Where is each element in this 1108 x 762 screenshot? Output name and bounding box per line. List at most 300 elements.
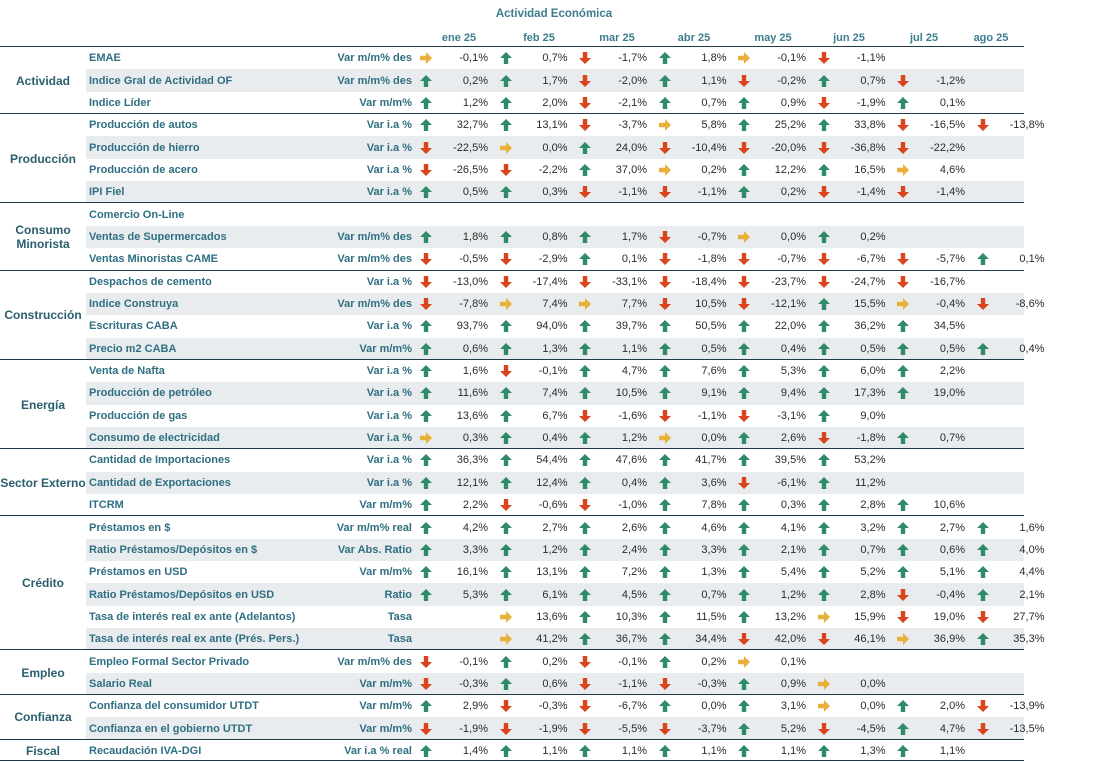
value-cell: [738, 673, 810, 695]
cell-value: 2,1%: [1019, 588, 1045, 601]
cell-value: -6,7%: [856, 253, 886, 266]
cell-value: -0,7%: [777, 253, 806, 266]
section-8: [0, 694, 1045, 739]
value-cell: [977, 717, 1049, 739]
arrow-up-icon: [579, 343, 591, 355]
cell-value: 54,4%: [536, 454, 568, 467]
month-header: ene 25: [441, 32, 477, 44]
arrow-up-icon: [818, 119, 830, 131]
cell-value: 1,7%: [542, 74, 568, 87]
arrow-flat-icon: [659, 164, 671, 176]
value-cell: [579, 405, 651, 427]
arrow-up-icon: [579, 365, 591, 377]
value-cell: [738, 114, 810, 136]
table-row: [86, 494, 1024, 516]
value-cell: [500, 561, 572, 583]
cell-value: -1,2%: [936, 74, 965, 87]
cell-value: 46,1%: [854, 633, 886, 646]
arrow-up-icon: [738, 522, 750, 534]
section-label: Confianza: [14, 710, 72, 725]
indicator-unit: Var m/m%: [359, 499, 412, 512]
arrow-up-icon: [977, 253, 989, 265]
arrow-up-icon: [738, 365, 750, 377]
value-cell: [579, 695, 651, 717]
cell-value: 4,4%: [1019, 566, 1045, 579]
value-cell: [818, 360, 890, 382]
value-cell: [897, 539, 969, 561]
arrow-up-icon: [818, 745, 830, 757]
cell-value: -1,9%: [459, 722, 488, 735]
cell-value: -26,5%: [453, 163, 488, 176]
arrow-flat-icon: [500, 611, 512, 623]
value-cell: [420, 449, 492, 471]
arrow-up-icon: [420, 566, 432, 578]
indicator-name: Producción de hierro: [89, 141, 200, 154]
arrow-flat-icon: [579, 298, 591, 310]
value-cell: [659, 293, 731, 315]
table-row: [86, 69, 1024, 91]
value-cell: [738, 516, 810, 538]
value-cell: [500, 159, 572, 181]
arrow-up-icon: [659, 544, 671, 556]
arrow-up-icon: [738, 387, 750, 399]
value-cell: [500, 650, 572, 672]
arrow-down-icon: [579, 410, 591, 422]
value-cell: [897, 494, 969, 516]
value-cell: [818, 315, 890, 337]
arrow-down-icon: [579, 723, 591, 735]
indicator-unit: Var i.a %: [366, 387, 412, 400]
cell-value: 25,2%: [774, 119, 806, 132]
arrow-down-icon: [738, 142, 750, 154]
value-cell: [738, 360, 810, 382]
arrow-up-icon: [659, 52, 671, 64]
cell-value: -17,4%: [532, 275, 568, 288]
arrow-up-icon: [420, 477, 432, 489]
arrow-down-icon: [659, 678, 671, 690]
value-cell: [897, 159, 969, 181]
arrow-down-icon: [818, 186, 830, 198]
value-cell: [738, 315, 810, 337]
cell-value: -2,9%: [538, 253, 568, 266]
indicator-unit: Var m/m% des: [337, 74, 412, 87]
cell-value: 11,6%: [457, 387, 488, 400]
indicator-unit: Var i.a %: [366, 275, 412, 288]
cell-value: -1,1%: [697, 186, 727, 199]
cell-value: -12,1%: [771, 298, 806, 311]
value-cell: [659, 360, 731, 382]
arrow-up-icon: [420, 522, 432, 534]
arrow-down-icon: [420, 723, 432, 735]
value-cell: [818, 673, 890, 695]
cell-value: 94,0%: [536, 320, 568, 333]
arrow-up-icon: [659, 477, 671, 489]
arrow-down-icon: [897, 119, 909, 131]
cell-value: -0,6%: [538, 499, 568, 512]
arrow-flat-icon: [818, 611, 830, 623]
arrow-down-icon: [977, 119, 989, 131]
cell-value: -8,6%: [1015, 298, 1045, 311]
value-cell: [420, 226, 492, 248]
value-cell: [738, 338, 810, 360]
value-cell: [500, 338, 572, 360]
month-header: feb 25: [523, 32, 555, 44]
cell-value: -1,7%: [618, 52, 647, 65]
value-cell: [897, 136, 969, 158]
indicator-unit: Var m/m% des: [337, 253, 412, 266]
arrow-up-icon: [738, 611, 750, 623]
value-cell: [977, 293, 1049, 315]
arrow-down-icon: [738, 75, 750, 87]
arrow-down-icon: [420, 678, 432, 690]
arrow-flat-icon: [897, 164, 909, 176]
cell-value: -0,1%: [459, 52, 488, 65]
arrow-down-icon: [659, 231, 671, 243]
value-cell: [977, 539, 1049, 561]
arrow-up-icon: [897, 745, 909, 757]
section-label: Producción: [9, 151, 76, 166]
arrow-down-icon: [420, 253, 432, 265]
arrow-up-icon: [897, 343, 909, 355]
cell-value: 16,1%: [456, 566, 488, 579]
value-cell: [659, 271, 731, 293]
arrow-flat-icon: [500, 298, 512, 310]
section-4: [0, 359, 1024, 448]
cell-value: 0,5%: [701, 342, 727, 355]
cell-value: 2,0%: [542, 96, 568, 109]
arrow-down-icon: [977, 700, 989, 712]
value-cell: [659, 494, 731, 516]
cell-value: 0,6%: [939, 543, 965, 556]
cell-value: 0,2%: [701, 163, 727, 176]
cell-value: 0,4%: [542, 432, 568, 445]
cell-value: 33,8%: [854, 119, 886, 132]
arrow-up-icon: [659, 589, 671, 601]
cell-value: -22,2%: [930, 141, 965, 154]
arrow-down-icon: [579, 700, 591, 712]
cell-value: -3,7%: [618, 119, 647, 132]
cell-value: 19,0%: [933, 387, 965, 400]
arrow-down-icon: [500, 276, 512, 288]
arrow-down-icon: [659, 723, 671, 735]
indicator-name: Préstamos en $: [89, 521, 171, 534]
arrow-down-icon: [420, 164, 432, 176]
cell-value: 50,5%: [695, 320, 727, 333]
cell-value: 0,0%: [860, 677, 886, 690]
value-cell: [579, 561, 651, 583]
arrow-up-icon: [579, 253, 591, 265]
cell-value: 0,0%: [860, 700, 886, 713]
arrow-up-icon: [659, 365, 671, 377]
arrow-up-icon: [738, 745, 750, 757]
arrow-up-icon: [977, 566, 989, 578]
arrow-up-icon: [420, 499, 432, 511]
arrow-up-icon: [659, 633, 671, 645]
value-cell: [420, 181, 492, 203]
arrow-up-icon: [818, 410, 830, 422]
arrow-flat-icon: [500, 633, 512, 645]
cell-value: -23,7%: [771, 275, 806, 288]
indicator-name: Escrituras CABA: [89, 320, 178, 333]
cell-value: 4,6%: [939, 163, 965, 176]
cell-value: 3,6%: [701, 476, 727, 489]
arrow-up-icon: [738, 589, 750, 601]
value-cell: [977, 338, 1049, 360]
cell-value: -0,3%: [697, 677, 727, 690]
arrow-up-icon: [738, 119, 750, 131]
cell-value: 0,3%: [462, 432, 488, 445]
value-cell: [500, 293, 572, 315]
cell-value: -1,8%: [856, 432, 886, 445]
indicator-unit: Var m/m%: [359, 96, 412, 109]
value-cell: [659, 472, 731, 494]
arrow-down-icon: [738, 276, 750, 288]
arrow-down-icon: [420, 276, 432, 288]
cell-value: -1,1%: [618, 677, 647, 690]
arrow-up-icon: [420, 544, 432, 556]
cell-value: 4,2%: [462, 521, 488, 534]
value-cell: [579, 583, 651, 605]
arrow-down-icon: [738, 633, 750, 645]
table-row: [86, 360, 1024, 382]
indicator-name: Producción de petróleo: [89, 387, 212, 400]
arrow-up-icon: [500, 52, 512, 64]
arrow-up-icon: [977, 544, 989, 556]
indicator-unit: Var m/m% des: [337, 655, 412, 668]
value-cell: [977, 695, 1049, 717]
value-cell: [738, 717, 810, 739]
cell-value: 7,2%: [621, 566, 647, 579]
value-cell: [579, 494, 651, 516]
table-row: [86, 561, 1045, 583]
arrow-up-icon: [738, 432, 750, 444]
value-cell: [738, 494, 810, 516]
cell-value: -6,1%: [777, 476, 806, 489]
arrow-up-icon: [500, 522, 512, 534]
cell-value: 2,7%: [542, 521, 568, 534]
cell-value: 6,7%: [542, 409, 568, 422]
cell-value: 36,3%: [456, 454, 488, 467]
cell-value: 4,7%: [939, 722, 965, 735]
value-cell: [659, 606, 731, 628]
arrow-up-icon: [500, 589, 512, 601]
indicator-name: Ventas de Supermercados: [89, 230, 227, 243]
indicator-name: Indice Gral de Actividad OF: [89, 74, 233, 87]
value-cell: [977, 516, 1049, 538]
cell-value: 2,1%: [780, 543, 806, 556]
value-cell: [659, 114, 731, 136]
arrow-down-icon: [738, 253, 750, 265]
arrow-up-icon: [738, 566, 750, 578]
value-cell: [420, 516, 492, 538]
value-cell: [977, 248, 1049, 270]
value-cell: [818, 695, 890, 717]
cell-value: -13,9%: [1009, 700, 1045, 713]
cell-value: -18,4%: [691, 275, 727, 288]
value-cell: [500, 516, 572, 538]
value-cell: [897, 717, 969, 739]
value-cell: [659, 427, 731, 449]
cell-value: 3,3%: [462, 543, 488, 556]
arrow-up-icon: [579, 454, 591, 466]
cell-value: 4,6%: [701, 521, 727, 534]
cell-value: -16,5%: [930, 119, 965, 132]
cell-value: 0,0%: [701, 700, 727, 713]
value-cell: [659, 382, 731, 404]
value-cell: [818, 539, 890, 561]
value-cell: [420, 114, 492, 136]
cell-value: 0,6%: [542, 677, 568, 690]
value-cell: [818, 405, 890, 427]
value-cell: [738, 92, 810, 114]
cell-value: -0,1%: [538, 365, 568, 378]
table-row: [86, 315, 1024, 337]
arrow-down-icon: [579, 119, 591, 131]
cell-value: 0,9%: [780, 96, 806, 109]
arrow-up-icon: [659, 454, 671, 466]
value-cell: [897, 114, 969, 136]
value-cell: [818, 516, 890, 538]
arrow-down-icon: [500, 365, 512, 377]
arrow-flat-icon: [818, 700, 830, 712]
indicator-unit: Var m/m%: [359, 722, 412, 735]
value-cell: [659, 315, 731, 337]
arrow-up-icon: [897, 365, 909, 377]
value-cell: [500, 673, 572, 695]
cell-value: -4,5%: [856, 722, 886, 735]
value-cell: [659, 226, 731, 248]
value-cell: [818, 472, 890, 494]
indicator-name: Ratio Préstamos/Depósitos en USD: [89, 588, 275, 601]
value-cell: [818, 159, 890, 181]
arrow-up-icon: [818, 343, 830, 355]
indicator-unit: Ratio: [384, 588, 412, 601]
value-cell: [659, 47, 731, 69]
month-header: ago 25: [973, 32, 1009, 44]
arrow-up-icon: [738, 544, 750, 556]
arrow-up-icon: [818, 75, 830, 87]
indicator-unit: Tasa: [387, 610, 412, 623]
value-cell: [500, 717, 572, 739]
value-cell: [738, 226, 810, 248]
arrow-flat-icon: [420, 52, 432, 64]
arrow-down-icon: [897, 611, 909, 623]
arrow-flat-icon: [500, 142, 512, 154]
cell-value: -0,1%: [618, 655, 647, 668]
cell-value: 4,1%: [780, 521, 806, 534]
value-cell: [420, 673, 492, 695]
value-cell: [818, 717, 890, 739]
value-cell: [579, 650, 651, 672]
cell-value: 0,7%: [860, 74, 886, 87]
arrow-up-icon: [659, 745, 671, 757]
value-cell: [977, 628, 1049, 650]
arrow-down-icon: [818, 52, 830, 64]
indicator-name: Cantidad de Exportaciones: [89, 476, 231, 489]
arrow-down-icon: [579, 656, 591, 668]
value-cell: [500, 472, 572, 494]
arrow-down-icon: [579, 52, 591, 64]
cell-value: -13,5%: [1009, 722, 1045, 735]
value-cell: [579, 159, 651, 181]
indicator-name: Despachos de cemento: [89, 275, 212, 288]
value-cell: [659, 338, 731, 360]
value-cell: [738, 47, 810, 69]
indicator-name: ITCRM: [89, 499, 124, 512]
value-cell: [738, 583, 810, 605]
cell-value: 37,0%: [615, 163, 647, 176]
value-cell: [500, 405, 572, 427]
cell-value: 53,2%: [854, 454, 886, 467]
cell-value: 0,1%: [939, 96, 965, 109]
arrow-flat-icon: [738, 231, 750, 243]
arrow-up-icon: [420, 231, 432, 243]
cell-value: 32,7%: [456, 119, 488, 132]
value-cell: [579, 360, 651, 382]
indicator-unit: Var i.a %: [366, 141, 412, 154]
cell-value: 1,1%: [780, 745, 806, 758]
value-cell: [420, 539, 492, 561]
value-cell: [659, 695, 731, 717]
table-row: [86, 338, 1045, 360]
arrow-down-icon: [897, 253, 909, 265]
cell-value: -3,1%: [777, 409, 806, 422]
cell-value: 0,4%: [621, 476, 647, 489]
arrow-down-icon: [579, 75, 591, 87]
arrow-down-icon: [659, 186, 671, 198]
arrow-up-icon: [818, 365, 830, 377]
arrow-up-icon: [579, 477, 591, 489]
arrow-down-icon: [818, 633, 830, 645]
cell-value: 10,6%: [933, 499, 965, 512]
cell-value: 2,6%: [780, 432, 806, 445]
value-cell: [500, 427, 572, 449]
cell-value: -6,7%: [618, 700, 647, 713]
arrow-up-icon: [579, 566, 591, 578]
table-row: [86, 539, 1045, 561]
value-cell: [579, 338, 651, 360]
arrow-flat-icon: [738, 52, 750, 64]
arrow-down-icon: [579, 678, 591, 690]
section-7: [0, 649, 1024, 694]
arrow-down-icon: [738, 410, 750, 422]
value-cell: [818, 226, 890, 248]
value-cell: [897, 293, 969, 315]
value-cell: [420, 293, 492, 315]
cell-value: -1,4%: [856, 186, 886, 199]
value-cell: [659, 717, 731, 739]
cell-value: 7,4%: [542, 387, 568, 400]
value-cell: [579, 47, 651, 69]
cell-value: 22,0%: [774, 320, 806, 333]
table-row: [86, 717, 1045, 739]
value-cell: [420, 427, 492, 449]
table-row: [86, 136, 1024, 158]
arrow-down-icon: [818, 432, 830, 444]
cell-value: 2,4%: [621, 543, 647, 556]
value-cell: [579, 114, 651, 136]
arrow-flat-icon: [897, 298, 909, 310]
value-cell: [977, 114, 1049, 136]
value-cell: [818, 606, 890, 628]
value-cell: [420, 338, 492, 360]
value-cell: [420, 405, 492, 427]
arrow-up-icon: [500, 544, 512, 556]
value-cell: [897, 92, 969, 114]
table-row: [86, 650, 1024, 672]
cell-value: 5,1%: [939, 566, 965, 579]
value-cell: [897, 338, 969, 360]
